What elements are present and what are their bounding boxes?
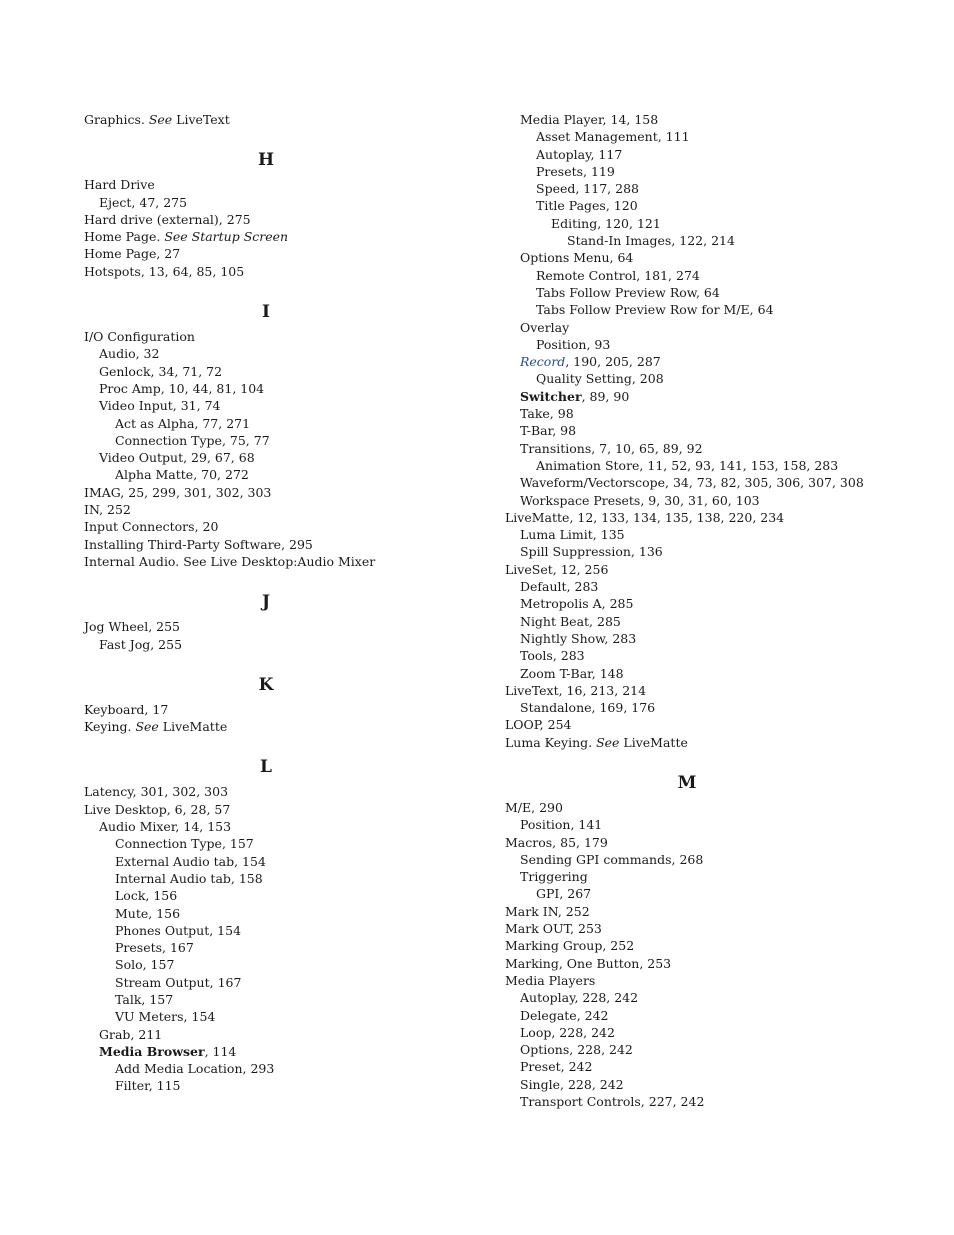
index-entry [84, 501, 464, 518]
index-text: GPI, 267 [536, 886, 592, 902]
index-text: Tabs Follow Preview Row for M/E, 64 [536, 302, 774, 318]
index-entry [84, 397, 464, 414]
index-text: Graphics. [84, 112, 149, 127]
index-text: Autoplay, 228, 242 [520, 990, 639, 1006]
index-entry [505, 422, 945, 439]
index-entry [84, 905, 464, 922]
index-text: Workspace Presets, 9, 30, 31, 60, 103 [520, 492, 760, 508]
index-text: LiveSet, 12, 256 [505, 561, 609, 577]
index-text: LiveMatte [619, 734, 688, 750]
index-entry [505, 128, 945, 145]
index-entry [505, 647, 945, 664]
index-letter-heading: I [262, 302, 270, 323]
index-entry [84, 1077, 464, 1094]
see-reference: See [148, 112, 173, 127]
index-text: IMAG, 25, 299, 301, 302, 303 [84, 484, 272, 500]
index-entry [505, 197, 945, 214]
index-text: Video Output, 29, 67, 68 [99, 450, 255, 466]
see-reference: See Startup Screen [164, 229, 289, 245]
index-entry [84, 718, 464, 735]
index-text: , 190, 205, 287 [565, 354, 661, 370]
index-letter-heading: M [677, 772, 697, 793]
index-entry [505, 284, 945, 301]
index-text: Overlay [520, 319, 570, 335]
index-entry [505, 903, 945, 920]
index-entry [505, 834, 945, 851]
index-text: Video Input, 31, 74 [99, 398, 221, 414]
index-text: Editing, 120, 121 [551, 215, 661, 231]
index-entry [84, 974, 464, 991]
heading-spacer [84, 128, 464, 142]
index-entry [505, 405, 945, 422]
index-text: Title Pages, 120 [536, 198, 638, 214]
index-text: Remote Control, 181, 274 [536, 267, 700, 283]
index-entry [84, 363, 464, 380]
index-entry [84, 1008, 464, 1025]
index-text: Input Connectors, 20 [84, 519, 219, 535]
index-entry [84, 887, 464, 904]
index-entry [84, 466, 464, 483]
index-entry [505, 440, 945, 457]
index-text: , 114 [204, 1043, 237, 1059]
index-text: Stand-In Images, 122, 214 [567, 233, 735, 249]
index-entry [505, 1041, 945, 1058]
index-column-right [505, 111, 945, 1110]
index-entry [505, 215, 945, 232]
index-term-bold: Media Browser [99, 1043, 205, 1059]
index-entry [505, 716, 945, 733]
index-entry [505, 972, 945, 989]
index-text: Add Media Location, 293 [115, 1061, 275, 1077]
index-text: Asset Management, 111 [536, 129, 690, 145]
index-entry [505, 543, 945, 560]
index-text: Transport Controls, 227, 242 [520, 1094, 705, 1110]
heading-spacer [84, 653, 464, 667]
index-entry [505, 492, 945, 509]
index-entry [84, 194, 464, 211]
index-text: Installing Third-Party Software, 295 [84, 536, 313, 552]
index-text: Presets, 119 [536, 163, 615, 179]
index-text: Single, 228, 242 [520, 1076, 624, 1092]
index-text: Alpha Matte, 70, 272 [115, 467, 249, 483]
index-entry [505, 509, 945, 526]
index-term-bold: Switcher [520, 388, 582, 404]
index-entry [505, 595, 945, 612]
index-entry [505, 799, 945, 816]
index-text: Live Desktop, 6, 28, 57 [84, 801, 231, 817]
index-text: Latency, 301, 302, 303 [84, 784, 229, 800]
index-entry [505, 301, 945, 318]
index-text: Connection Type, 75, 77 [115, 432, 270, 448]
index-text: , 89, 90 [581, 388, 630, 404]
index-entry [84, 939, 464, 956]
index-text: Animation Store, 11, 52, 93, 141, 153, 158, 283 [536, 457, 839, 473]
index-entry [84, 380, 464, 397]
index-entry [84, 536, 464, 553]
index-entry [505, 699, 945, 716]
index-entry [505, 474, 945, 491]
index-entry [505, 1058, 945, 1075]
index-text: LiveMatte [158, 719, 228, 735]
index-entry [505, 353, 945, 370]
index-text: Filter, 115 [115, 1078, 181, 1094]
index-text: LOOP, 254 [505, 717, 572, 733]
index-entry [505, 1076, 945, 1093]
index-entry [505, 180, 945, 197]
index-text: Home Page, 27 [84, 246, 181, 262]
index-entry [505, 578, 945, 595]
index-text: Connection Type, 157 [115, 836, 254, 852]
index-text: Sending GPI commands, 268 [520, 851, 704, 867]
index-text: Position, 141 [520, 817, 603, 833]
index-text: Options, 228, 242 [520, 1042, 633, 1058]
index-letter-heading: L [260, 757, 272, 778]
index-text: Night Beat, 285 [520, 613, 621, 629]
index-text: Triggering [520, 869, 588, 885]
index-entry [505, 920, 945, 937]
index-term-link[interactable]: Record [520, 354, 566, 370]
index-entry [84, 484, 464, 501]
index-text: Media Players [505, 972, 596, 988]
index-entry [84, 636, 464, 653]
index-text: Standalone, 169, 176 [520, 700, 656, 716]
index-entry [84, 432, 464, 449]
index-text: Hard Drive [84, 177, 155, 193]
index-text: Delegate, 242 [520, 1007, 609, 1023]
index-entry [84, 345, 464, 362]
index-entry [84, 415, 464, 432]
index-entry [505, 249, 945, 266]
index-entry [84, 618, 464, 635]
index-entry [505, 851, 945, 868]
index-text: T-Bar, 98 [520, 423, 577, 439]
index-text: Marking, One Button, 253 [505, 955, 672, 971]
index-text: M/E, 290 [505, 799, 563, 815]
index-text: Quality Setting, 208 [536, 371, 664, 387]
index-entry [505, 561, 945, 578]
index-text: LiveMatte, 12, 133, 134, 135, 138, 220, 234 [505, 509, 785, 525]
index-entry [505, 682, 945, 699]
index-text: Marking Group, 252 [505, 938, 635, 954]
index-text: Eject, 47, 275 [99, 194, 188, 210]
index-entry [505, 1024, 945, 1041]
index-entry [84, 956, 464, 973]
index-text: Luma Limit, 135 [520, 527, 625, 543]
index-text: Genlock, 34, 71, 72 [99, 363, 223, 379]
index-text: Fast Jog, 255 [99, 636, 183, 652]
index-text: Talk, 157 [115, 991, 174, 1007]
index-entry [84, 1026, 464, 1043]
index-text: Position, 93 [536, 336, 611, 352]
index-entry [84, 818, 464, 835]
index-text: Tools, 283 [520, 648, 585, 664]
index-entry [505, 630, 945, 647]
index-text: Tabs Follow Preview Row, 64 [536, 284, 720, 300]
index-text: Grab, 211 [99, 1026, 163, 1042]
index-text: Zoom T-Bar, 148 [520, 665, 624, 681]
index-text: Audio Mixer, 14, 153 [99, 819, 232, 835]
index-entry [84, 870, 464, 887]
index-text: Internal Audio. See Live Desktop:Audio Mixer [84, 553, 376, 569]
index-entry [505, 955, 945, 972]
index-letter-heading: K [258, 674, 274, 695]
index-entry [505, 457, 945, 474]
index-text: Nightly Show, 283 [520, 630, 637, 646]
index-entry [505, 734, 945, 751]
index-entry [84, 991, 464, 1008]
index-entry [505, 526, 945, 543]
index-text: Luma Keying. [505, 734, 597, 750]
index-text: Internal Audio tab, 158 [115, 870, 263, 886]
index-entry [505, 336, 945, 353]
index-entry [84, 449, 464, 466]
index-entry [505, 613, 945, 630]
index-text: Mark IN, 252 [505, 903, 590, 919]
index-text: Audio, 32 [99, 346, 160, 362]
index-entry [505, 232, 945, 249]
index-entry [84, 783, 464, 800]
index-entry [505, 868, 945, 885]
index-entry [505, 989, 945, 1006]
index-text: Media Player, 14, 158 [520, 112, 659, 127]
index-text: Macros, 85, 179 [505, 834, 608, 850]
index-text: Proc Amp, 10, 44, 81, 104 [99, 380, 265, 396]
index-entry [84, 853, 464, 870]
heading-spacer [84, 735, 464, 749]
index-entry [505, 816, 945, 833]
index-text: Keyboard, 17 [84, 701, 169, 717]
index-entry [84, 801, 464, 818]
see-reference: See [596, 734, 620, 750]
index-entry [505, 146, 945, 163]
index-entry [505, 388, 945, 405]
index-entry [505, 885, 945, 902]
index-entry [84, 553, 464, 570]
index-entry [505, 1093, 945, 1110]
index-entry [84, 328, 464, 345]
index-text: Spill Suppression, 136 [520, 544, 663, 560]
index-text: VU Meters, 154 [115, 1009, 216, 1025]
index-text: I/O Configuration [84, 329, 195, 345]
index-text: Act as Alpha, 77, 271 [115, 415, 251, 431]
index-text: Metropolis A, 285 [520, 596, 634, 612]
index-column-left [84, 111, 464, 1095]
index-text: External Audio tab, 154 [115, 853, 266, 869]
index-letter-heading: H [257, 150, 275, 171]
index-text: Jog Wheel, 255 [84, 619, 181, 635]
index-entry [505, 111, 945, 128]
index-entry [505, 1007, 945, 1024]
index-text: Transitions, 7, 10, 65, 89, 92 [520, 440, 703, 456]
index-text: LiveText, 16, 213, 214 [505, 682, 647, 698]
index-text: Keying. [84, 719, 136, 735]
index-entry [84, 228, 464, 245]
index-entry [505, 937, 945, 954]
index-text: LiveText [172, 112, 230, 127]
index-text: Lock, 156 [115, 888, 178, 904]
index-entry [505, 163, 945, 180]
index-text: Waveform/Vectorscope, 34, 73, 82, 305, 306, 307, 308 [520, 475, 864, 491]
index-entry [84, 211, 464, 228]
index-entry [505, 267, 945, 284]
index-entry [84, 518, 464, 535]
index-text: Hard drive (external), 275 [84, 211, 251, 227]
index-entry [505, 370, 945, 387]
index-text: Mute, 156 [115, 905, 181, 921]
index-letter-heading: J [261, 592, 271, 613]
heading-spacer [84, 280, 464, 294]
index-text: Loop, 228, 242 [520, 1024, 615, 1040]
index-text: Phones Output, 154 [115, 922, 242, 938]
index-text: Options Menu, 64 [520, 250, 634, 266]
index-entry [84, 111, 464, 128]
index-entry [84, 835, 464, 852]
index-entry [84, 263, 464, 280]
index-entry [84, 176, 464, 193]
index-text: Stream Output, 167 [115, 974, 242, 990]
index-entry [505, 665, 945, 682]
index-text: Presets, 167 [115, 940, 194, 956]
index-text: IN, 252 [84, 502, 131, 518]
index-text: Hotspots, 13, 64, 85, 105 [84, 263, 245, 279]
index-entry [84, 701, 464, 718]
index-entry [505, 319, 945, 336]
index-text: Solo, 157 [115, 957, 175, 973]
index-entry [84, 245, 464, 262]
heading-spacer [505, 751, 945, 765]
index-text: Autoplay, 117 [536, 146, 623, 162]
see-reference: See [135, 719, 159, 735]
heading-spacer [84, 570, 464, 584]
index-text: Take, 98 [520, 406, 574, 422]
index-text: Home Page. [84, 229, 165, 245]
index-entry [84, 1043, 464, 1060]
index-text: Default, 283 [520, 579, 599, 595]
index-text: Speed, 117, 288 [536, 181, 639, 197]
index-entry [84, 1060, 464, 1077]
index-text: Mark OUT, 253 [505, 921, 602, 937]
index-entry [84, 922, 464, 939]
index-text: Preset, 242 [520, 1059, 593, 1075]
